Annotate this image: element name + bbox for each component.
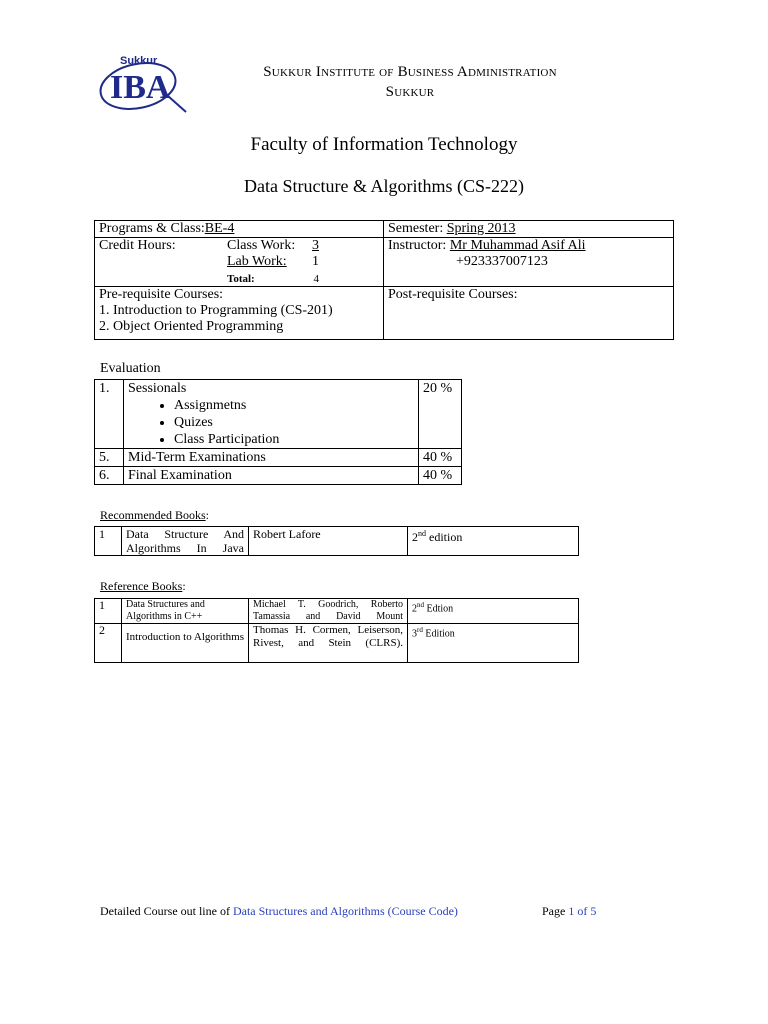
book-edition-cell [408,599,579,624]
course-info-table [94,220,674,340]
book-author: Thomas H. Cormen, Leiserson, Rivest, and Stein (CLRS). [249,624,408,663]
table-row [95,624,579,663]
table-row [95,380,462,449]
recommended-colon: : [205,508,209,522]
semester-value: Spring 2013 [446,221,516,236]
book-author: Robert Lafore [249,527,408,556]
book-edition-cell [408,527,579,556]
recommended-books-table [94,526,579,556]
logo-main-text: IBA [110,69,171,106]
eval-num: 1. [95,380,124,449]
eval-item: Mid-Term Examinations [124,449,419,467]
reference-colon: : [182,579,186,593]
book-num: 1 [95,527,122,556]
total-value: 4 [313,273,319,285]
eval-weight: 20 % [419,380,462,449]
recommended-heading: Recommended Books [100,508,206,522]
footer-course-line [100,904,458,919]
semester-cell [384,221,674,238]
page-of: of [574,904,591,918]
footer-prefix: Detailed Course out line of [100,904,233,918]
eval-item-cell [124,380,419,449]
prereq-item-1: 1. Introduction to Programming (CS-201) [99,303,333,318]
edition-sup: nd [417,601,424,609]
footer-course-link: Data Structures and Algorithms (Course Code) [232,904,458,918]
table-row [95,527,579,556]
instructor-cell [384,238,674,287]
edition-num: 2 [412,530,418,544]
instructor-label: Instructor: [388,238,450,253]
semester-label: Semester: [388,221,447,236]
iba-logo [98,50,190,114]
eval-item: Sessionals [128,381,187,396]
list-item: • Quizes [174,414,414,431]
programs-value: BE-4 [204,221,235,236]
eval-weight: 40 % [419,467,462,485]
logo-small-text: Sukkur [120,55,158,67]
list-item: • Class Participation [174,431,414,448]
edition-text: Edtion [424,603,454,615]
institute-name: Sukkur Institute of Business Administration [263,64,557,80]
lab-work-value: 1 [312,254,319,269]
table-row [95,599,579,624]
evaluation-heading: Evaluation [100,361,161,376]
prereq-cell [95,287,384,340]
class-work-label: Class Work: [227,238,296,253]
eval-item: Final Examination [124,467,419,485]
faculty-title: Faculty of Information Technology [250,134,518,155]
programs-label: Programs & Class: [99,221,205,236]
eval-num: 6. [95,467,124,485]
table-row [95,467,462,485]
page-total: 5 [590,904,597,918]
book-title: Data Structure And Algorithms In Java [122,527,249,556]
table-row [95,449,462,467]
reference-heading-wrap [100,579,186,594]
institute-city: Sukkur [385,84,435,100]
postreq-cell [384,287,674,340]
instructor-phone: +923337007123 [456,254,548,269]
course-title: Data Structure & Algorithms (CS-222) [244,176,524,196]
book-num: 2 [95,624,122,663]
recommended-heading-wrap [100,508,209,523]
programs-cell [95,221,384,238]
edition-text: Edition [422,628,455,640]
list-item: • Assignmetns [174,397,414,414]
edition-sup: rd [417,626,423,634]
footer-page-number [542,904,596,919]
prereq-item-2: 2. Object Oriented Programming [99,319,284,334]
book-title: Data Structures and Algorithms in C++ [122,599,249,624]
book-num: 1 [95,599,122,624]
reference-heading: Reference Books [100,579,183,593]
eval-num: 5. [95,449,124,467]
credit-hours-cell [95,238,384,287]
reference-books-table [94,598,579,663]
book-author: Michael T. Goodrich, Roberto Tamassia and David Mount [249,599,408,624]
edition-num: 3 [412,628,417,640]
instructor-name: Mr Muhammad Asif Ali [449,238,586,253]
prereq-label: Pre-requisite Courses: [99,287,224,302]
page-current: 1 [568,904,575,918]
eval-weight: 40 % [419,449,462,467]
edition-num: 2 [412,603,417,615]
edition-sup: nd [418,529,426,538]
credit-hours-label: Credit Hours: [99,238,176,253]
lab-work-label: Lab Work: [227,254,287,269]
class-work-value: 3 [312,238,319,253]
book-title: Introduction to Algorithms [122,624,249,663]
page-label: Page [542,904,569,918]
postreq-label: Post-requisite Courses: [388,287,518,302]
edition-text: edition [426,530,463,544]
evaluation-table [94,379,462,485]
book-edition-cell [408,624,579,663]
total-label: Total: [227,273,255,285]
sessional-list [128,397,414,448]
